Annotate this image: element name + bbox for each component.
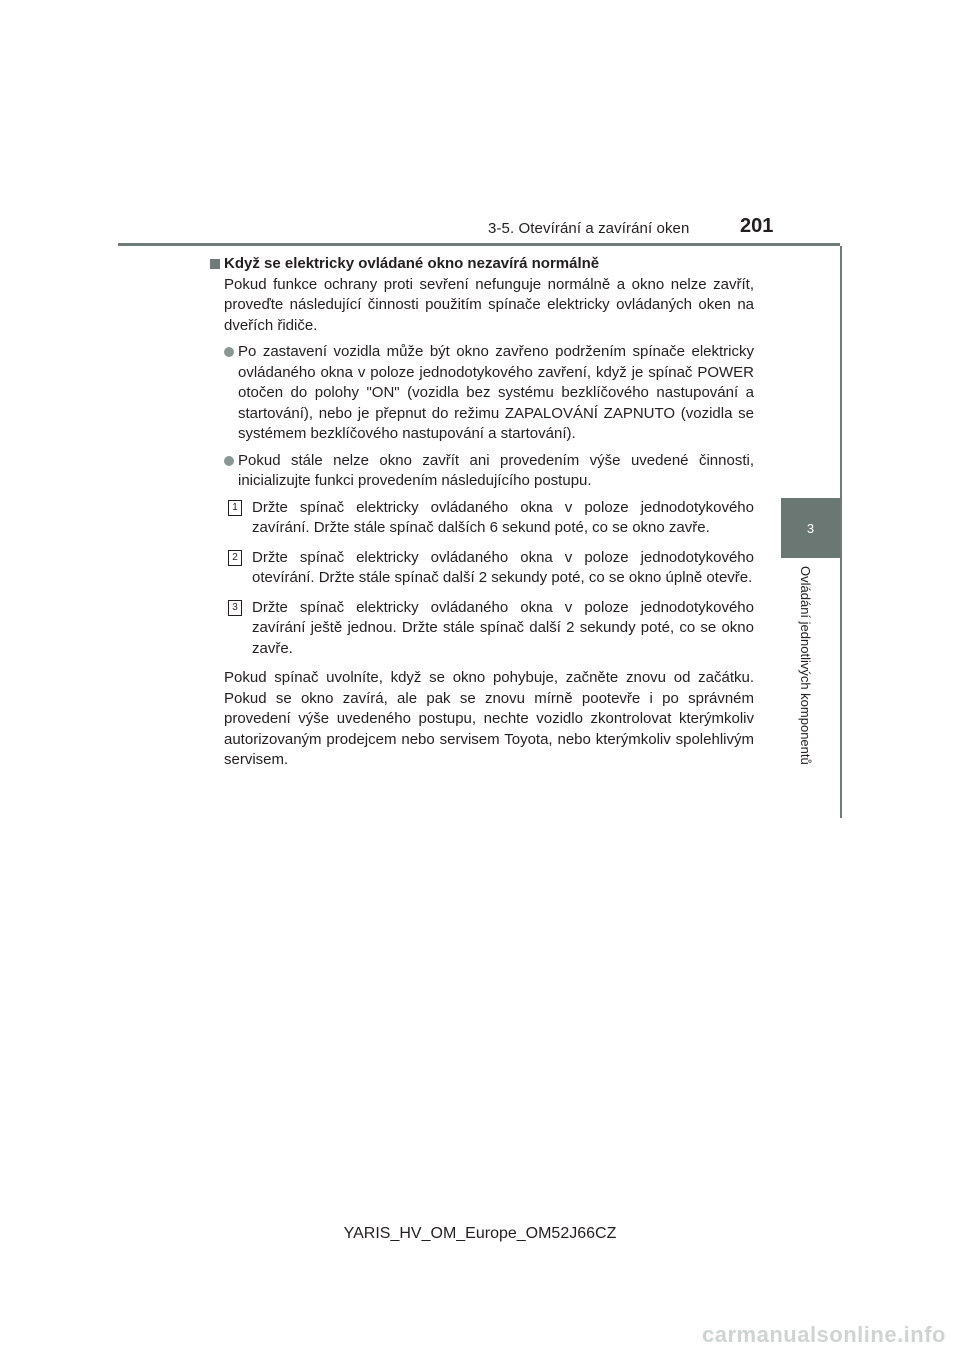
step-text: Držte spínač elektricky ovládaného okna v poloze jednodotykového zavírání. Držte stále spínač dalších 6 sekund poté, co se okno zavře. xyxy=(252,498,754,536)
side-strip xyxy=(840,246,842,818)
side-tab-chapter-title: Ovládání jednotlivých komponentů xyxy=(798,566,813,765)
watermark: carmanualsonline.info xyxy=(702,1322,946,1347)
step-item xyxy=(228,498,754,539)
section-heading-text: Když se elektricky ovládané okno nezavírá normálně xyxy=(224,255,600,272)
header-section-title: 3-5. Otevírání a zavírání oken xyxy=(488,220,690,237)
circle-bullet-icon xyxy=(224,347,234,357)
header-rule xyxy=(118,243,840,246)
footer-doc-code: YARIS_HV_OM_Europe_OM52J66CZ xyxy=(343,1225,617,1242)
step-item xyxy=(228,548,754,589)
step-number-box: 1 xyxy=(228,500,242,516)
content-body xyxy=(210,254,754,771)
step-number-box: 2 xyxy=(228,550,242,566)
bullet-item xyxy=(224,451,754,492)
bullet-text: Pokud stále nelze okno zavřít ani provedením výše uvedené činnosti, inicializujte funkci provedením následujícího postupu. xyxy=(238,451,754,489)
step-text: Držte spínač elektricky ovládaného okna v poloze jednodotykového otevírání. Držte stále spínač další 2 sekundy poté, co se okno úplně otevře. xyxy=(252,548,754,586)
square-bullet-icon xyxy=(210,259,220,269)
page-number: 201 xyxy=(740,215,774,237)
side-tab-chapter-number: 3 xyxy=(781,498,840,558)
step-text: Držte spínač elektricky ovládaného okna v poloze jednodotykového zavírání ještě jednou. Držte stále spínač další 2 sekundy poté, co se okno zavře. xyxy=(252,598,754,657)
step-number-box: 3 xyxy=(228,600,242,616)
bullet-text: Po zastavení vozidla může být okno zavřeno podržením spínače elektricky ovládaného okna v poloze jednodotykového zavření, když je spínač POWER otočen do polohy "ON" (vozidla bez systému bezklíčového nastupování a startování), nebo je přepnut do režimu ZAPALOVÁNÍ ZAPNUTO (vozidla se systémem bezklíčového nastupování a startování). xyxy=(238,343,754,442)
bullet-item xyxy=(224,342,754,445)
section-heading xyxy=(210,254,754,275)
intro-paragraph: Pokud funkce ochrany proti sevření nefunguje normálně a okno nelze zavřít, proveďte následující činnosti použitím spínače elektricky ovládaných oken na dveřích řidiče. xyxy=(224,275,754,334)
side-tab-upper xyxy=(781,246,840,498)
circle-bullet-icon xyxy=(224,456,234,466)
closing-paragraph: Pokud spínač uvolníte, když se okno pohybuje, začněte znovu od začátku. Pokud se okno zavírá, ale pak se znovu mírně pootevře i po správném provedení výše uvedeného postupu, nechte vozidlo zkontrolovat kterýmkoliv autorizovaným prodejcem nebo servisem Toyota, nebo kterýmkoliv spolehlivým servisem. xyxy=(224,669,754,768)
step-item xyxy=(228,598,754,660)
